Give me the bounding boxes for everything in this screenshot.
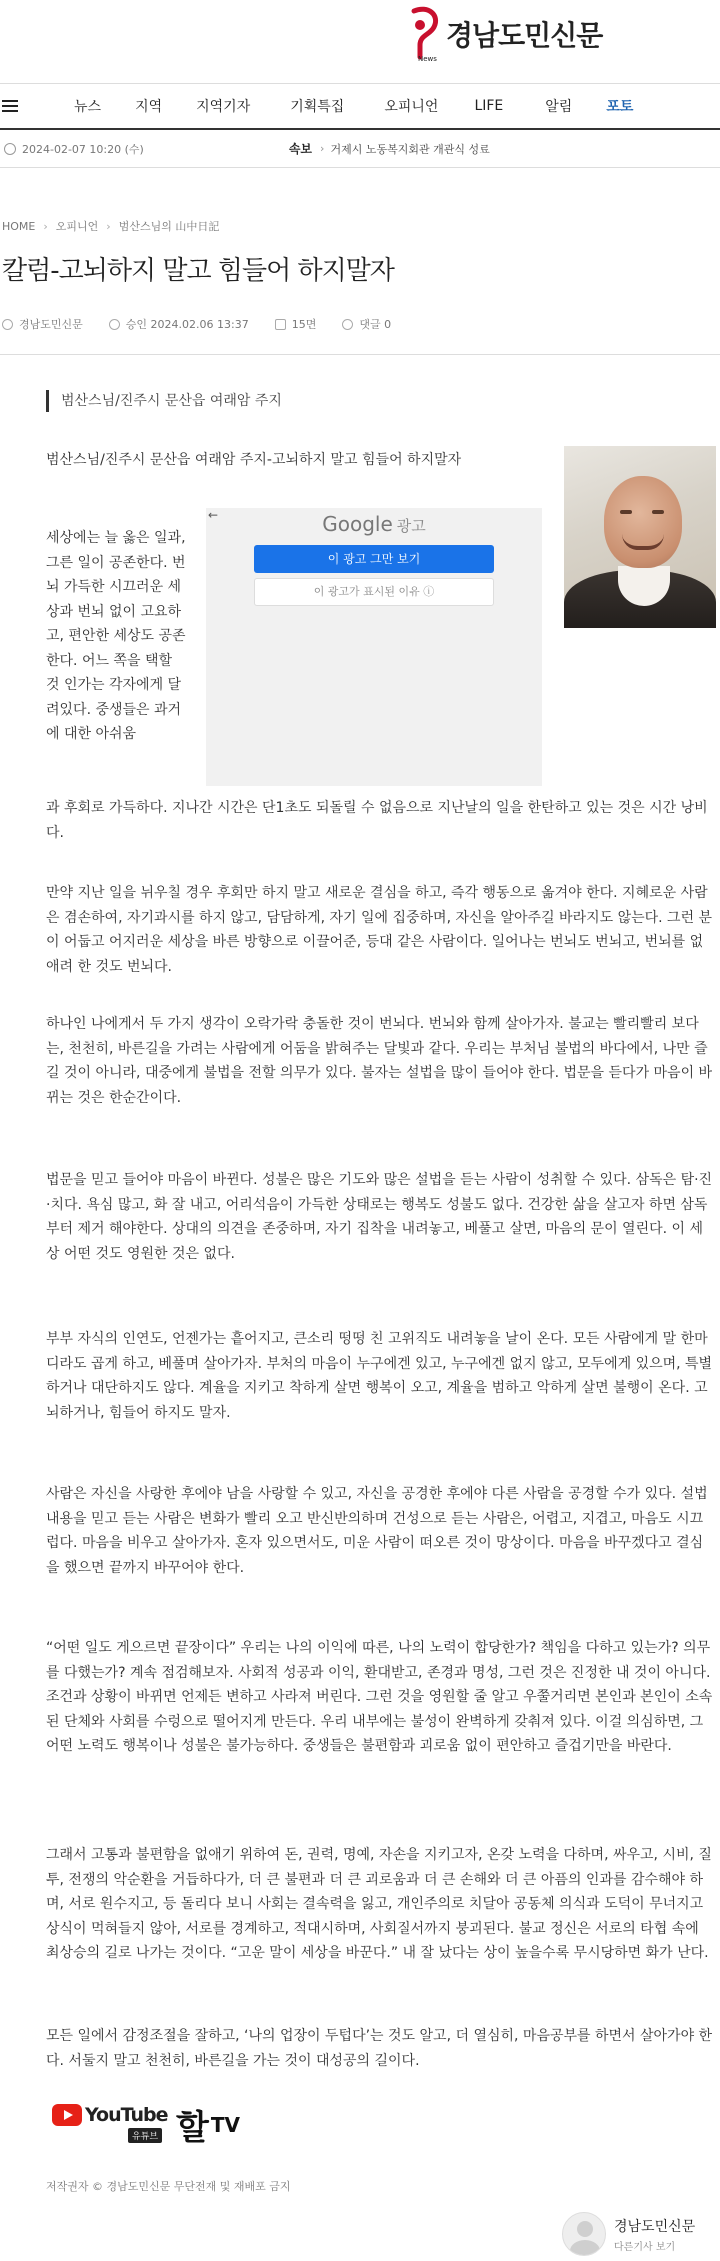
google-ad: [206, 508, 542, 786]
breadcrumb: [2, 218, 219, 234]
divider: [0, 354, 720, 355]
main-nav: [0, 84, 720, 130]
article-lead: 범산스님/진주시 문산읍 여래암 주지-고뇌하지 말고 힘들어 하지말자: [46, 452, 462, 468]
article-paragraph: 사람은 자신을 사랑한 후에야 남을 사랑할 수 있고, 자신을 공경한 후에야 다른 사람을 공경할 수가 있다. 설법내용을 믿고 듣는 사람은 변화가 빨리 오고 반신반의하며 건성으로 듣는 사람은, 어렵고, 지겹고, 마음도 시끄럽다. 마음을 비우고 살아가자. 혼자 있으면서도, 미운 사람이 떠오른 것이 망상이다. 마음을 바꾸겠다고 결심을 했으면 끝까지 바꾸어야 한다.: [46, 1486, 708, 1576]
nav-item-notice[interactable]: 알림: [545, 99, 573, 115]
youtube-badge: 유튜브: [128, 2128, 162, 2143]
svg-text:News: News: [418, 55, 437, 63]
copyright-text: 저작권자 © 경남도민신문 무단전재 및 재배포 금지: [46, 2180, 291, 2193]
article-author[interactable]: 경남도민신문: [19, 318, 83, 331]
chevron-right-icon: ›: [106, 219, 111, 233]
article-subtitle: 범산스님/진주시 문산읍 여래암 주지: [46, 390, 282, 412]
nav-item-region[interactable]: 지역: [135, 99, 163, 115]
youtube-link[interactable]: [52, 2104, 168, 2142]
breadcrumb-section[interactable]: 범산스님의 山中日記: [118, 220, 220, 233]
nav-item-features[interactable]: 기획특집: [290, 99, 345, 115]
avatar: [562, 2212, 606, 2256]
ad-label: 광고: [396, 517, 426, 535]
youtube-icon: [52, 2104, 82, 2126]
logo-text: 경남도민신문: [446, 19, 603, 52]
current-datetime: 2024-02-07 10:20 (수): [22, 142, 144, 156]
youtube-label: YouTube: [85, 2104, 168, 2126]
author-card[interactable]: [562, 2212, 695, 2256]
nav-item-photo[interactable]: 포토: [606, 99, 634, 115]
breadcrumb-home[interactable]: HOME: [2, 219, 36, 233]
nav-item-region-reporter[interactable]: 지역기자: [196, 99, 251, 115]
article-paragraph: 법문을 믿고 들어야 마음이 바뀐다. 성불은 많은 기도와 많은 설법을 듣는 사람이 성취할 수 있다. 삼독은 탐·진·치다. 욕심 많고, 화 잘 내고, 어리석음이 가득한 상태로는 행복도 성불도 없다. 건강한 삶을 살고자 하면 삼독부터 제거 해야한다. 상대의 의견을 존중하며, 자기 집착을 내려놓고, 베풀고 살면, 마음의 문이 열린다. 이 세상 어떤 것도 영원한 것은 없다.: [46, 1172, 713, 1262]
breadcrumb-opinion[interactable]: 오피니언: [55, 220, 99, 233]
chevron-right-icon: ›: [43, 219, 48, 233]
article-paragraph: 과 후회로 가득하다. 지나간 시간은 단1초도 되돌릴 수 없음으로 지난날의 일을 한탄하고 있는 것은 시간 낭비다.: [46, 800, 708, 841]
article-comments[interactable]: 댓글 0: [359, 318, 392, 331]
user-icon: [2, 319, 13, 330]
stop-ad-button[interactable]: 이 광고 그만 보기: [254, 545, 494, 573]
clock-icon: [109, 319, 120, 330]
breaking-label: 속보: [288, 142, 313, 156]
logo-mark-icon: [404, 5, 442, 63]
site-logo[interactable]: [404, 4, 602, 64]
ad-brand: [206, 512, 542, 536]
article-paragraph: 하나인 나에게서 두 가지 생각이 오락가락 충돌한 것이 번뇌다. 번뇌와 함께 살아가자. 불교는 빨리빨리 보다는, 천천히, 바른길을 가려는 사람에게 어둠을 밝혀주는 달빛과 같다. 우리는 부처님 불법의 바다에서, 나만 즐길 것이 아니라, 대중에게 불법을 전할 의무가 있다. 불자는 설법을 많이 들어야 한다. 법문을 듣다가 마음이 바뀌는 것은 한순간이다.: [46, 1016, 713, 1106]
comment-icon: [342, 319, 353, 330]
article-approved: 승인 2024.02.06 13:37: [125, 318, 249, 331]
article-paragraph: 만약 지난 일을 뉘우칠 경우 후회만 하지 말고 새로운 결심을 하고, 즉각 행동으로 옮겨야 한다. 지혜로운 사람은 겸손하여, 자기과시를 하지 않고, 담담하게, 자기 일에 집중하며, 자신을 알아주길 바라지도 않는다. 그런 분이 어둡고 어지러운 세상을 바른 방향으로 이끌어준, 등대 같은 사람이다. 일어나는 번뇌도 번뇌고, 번뇌를 없애려 한 것도 번뇌다.: [46, 885, 713, 975]
article-paragraph: 그래서 고통과 불편함을 없애기 위하여 돈, 권력, 명예, 자손을 지키고자, 온갖 노력을 다하며, 싸우고, 시비, 질투, 전쟁의 악순환을 거듭하다가, 더 큰 불편과 더 큰 괴로움과 더 큰 손해와 더 큰 아픔의 인과를 감수해야 하며, 서로 원수지고, 등 돌리다 보니 사회는 결속력을 잃고, 개인주의로 치달아 공동체 의식과 도덕이 무너지고 상식이 먹혀들지 않아, 서로를 경계하고, 적대시하며, 사회질서까지 붕괴된다. 불교 정신은 서로의 타협 속에 최상승의 길로 나가는 것이다. “고운 말이 세상을 바꾼다.” 내 잘 났다는 상이 높을수록 무시당하면 화가 난다.: [46, 1847, 712, 1961]
article-pages: 15면: [291, 318, 317, 331]
clock-icon: [4, 143, 16, 155]
more-articles-link[interactable]: 다른기사 보기: [614, 2241, 676, 2253]
google-logo: Google: [322, 512, 393, 536]
article-paragraph: 세상에는 늘 옳은 일과, 그른 일이 공존한다. 번뇌 가득한 시끄러운 세상과 번뇌 없이 고요하고, 편안한 세상도 공존한다. 어느 쪽을 택할 것 인가는 각자에게 달려있다. 중생들은 과거에 대한 아쉬움: [46, 530, 186, 742]
article-title: 칼럼-고뇌하지 말고 힘들어 하지말자: [2, 256, 394, 286]
article-paragraph: 부부 자식의 인연도, 언젠가는 흩어지고, 큰소리 떵떵 친 고위직도 내려놓을 날이 온다. 모든 사람에게 말 한마디라도 곱게 하고, 베풀며 살아가자. 부처의 마음이 누구에겐 있고, 누구에겐 없지 않고, 모두에게 있으며, 특별하거나 대단하지도 않다. 계율을 지키고 착하게 살면 행복이 오고, 계율을 범하고 악하게 살면 불행이 온다. 고뇌하거나, 힘들어 하지도 말자.: [46, 1331, 713, 1421]
author-name: 경남도민신문: [614, 2218, 696, 2235]
chevron-right-icon: ›: [320, 142, 325, 155]
tv-label: TV: [210, 2113, 240, 2137]
nav-item-news[interactable]: 뉴스: [74, 99, 102, 115]
why-ad-button[interactable]: 이 광고가 표시된 이유 ⓘ: [254, 578, 494, 606]
article-paragraph: 모든 일에서 감정조절을 잘하고, ‘나의 업장이 두텁다’는 것도 알고, 더 열심히, 마음공부를 하면서 살아가야 한다. 서둘지 말고 천천히, 바른길을 가는 것이 대성공의 길이다.: [46, 2028, 713, 2069]
site-header: [0, 0, 720, 84]
nav-item-opinion[interactable]: 오피니언: [384, 99, 439, 115]
ticker-bar: [0, 130, 720, 168]
menu-icon[interactable]: [2, 97, 18, 115]
article-meta: [2, 316, 417, 332]
back-arrow-icon[interactable]: ←: [208, 508, 219, 522]
breaking-headline[interactable]: 거제시 노동복지회관 개관식 성료: [330, 142, 490, 156]
hal-tv-link[interactable]: [176, 2100, 240, 2149]
nav-item-life[interactable]: LIFE: [474, 98, 504, 114]
hal-logo: 할: [176, 2108, 209, 2148]
author-photo: [564, 446, 716, 628]
article-paragraph: “어떤 일도 게으르면 끝장이다” 우리는 나의 이익에 따른, 나의 노력이 합당한가? 책임을 다하고 있는가? 의무를 다했는가? 계속 점검해보자. 사회적 성공과 이익, 환대받고, 존경과 명성, 그런 것은 진정한 내 것이 아니다. 조건과 상황이 바뀌면 언제든 변하고 사라져 버린다. 그런 것을 영원할 줄 알고 우쭐거리면 본인과 본인이 소속된 단체와 사회를 수렁으로 떨어지게 만든다. 우리 내부에는 불성이 완벽하게 갖춰져 있다. 이걸 의심하면, 그 어떤 노력도 행복이나 성불은 불가능하다. 중생들은 불편함과 괴로움 없이 편안하고 즐겁기만을 바란다.: [46, 1640, 713, 1754]
page-icon: [275, 319, 286, 330]
